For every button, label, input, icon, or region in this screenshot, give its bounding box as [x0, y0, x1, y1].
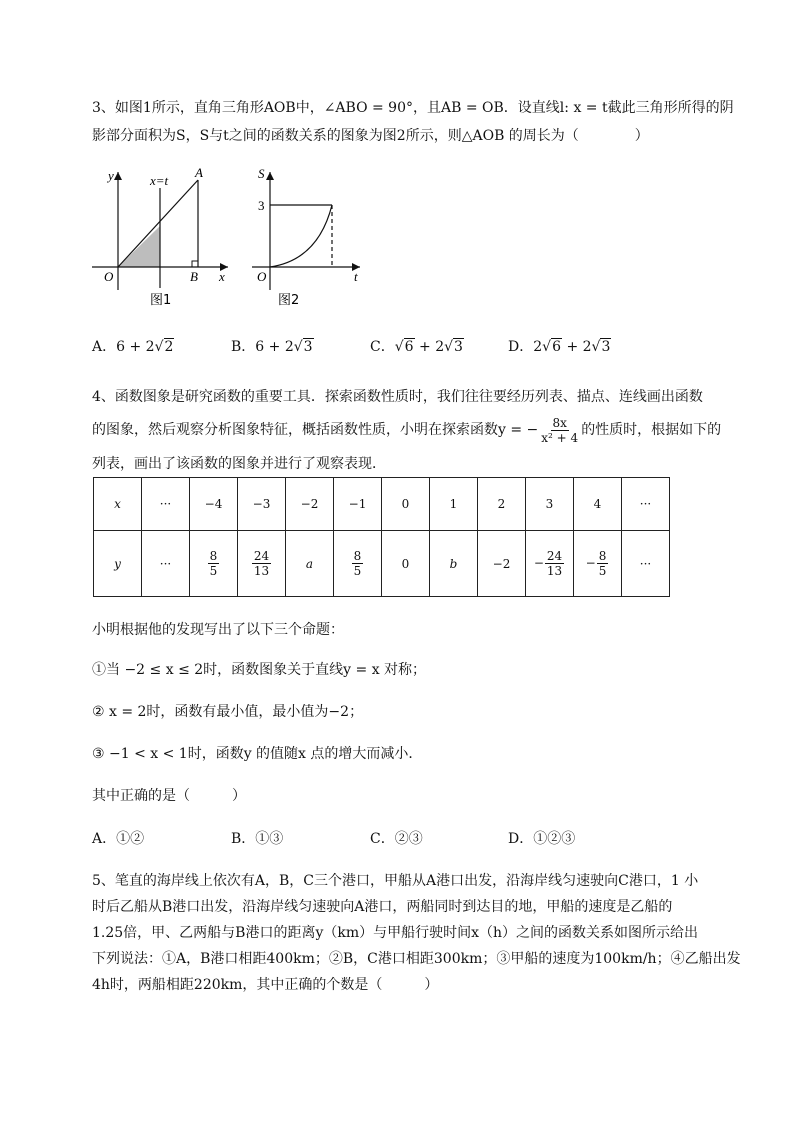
q3-option-b[interactable]	[231, 337, 314, 357]
label-b: B	[190, 269, 198, 284]
fraction	[352, 549, 364, 578]
radicand: 6	[404, 339, 414, 355]
table-cell: 0	[382, 531, 430, 597]
q4-intro: 小明根据他的发现写出了以下三个命题：	[92, 622, 344, 638]
q5-line-5: 4h时，两船相距220km，其中正确的个数是（ ）	[92, 977, 439, 993]
radicand: 3	[303, 339, 313, 355]
q4-option-b[interactable]: B．①③	[231, 831, 284, 847]
option-text: 2	[533, 339, 543, 355]
caption-figure-2: 图2	[278, 293, 300, 308]
table-cell: −4	[190, 478, 238, 531]
option-text: 6 + 2	[116, 339, 155, 355]
table-cell: −2	[478, 531, 526, 597]
minus-sign: −	[533, 556, 544, 570]
table-cell: x	[94, 478, 142, 531]
function-fraction	[539, 416, 580, 445]
fraction-numerator: 8	[209, 549, 218, 563]
label-o: O	[257, 269, 267, 284]
area-curve	[270, 205, 332, 267]
table-row-y	[94, 531, 670, 597]
label-y: y	[108, 168, 114, 183]
q4-line-2	[92, 412, 721, 448]
fraction-denominator: 13	[546, 564, 563, 578]
table-cell: ···	[622, 531, 670, 597]
sqrt-icon: √	[293, 339, 303, 355]
table-cell: a	[286, 531, 334, 597]
q4-option-d[interactable]: D．①②③	[508, 831, 576, 847]
table-cell: 4	[574, 478, 622, 531]
table-cell: −3	[238, 478, 286, 531]
proposition-2: ② x = 2时，函数有最小值，最小值为−2；	[92, 704, 364, 720]
table-cell: b	[430, 531, 478, 597]
fraction-denominator: 5	[209, 564, 218, 578]
table-cell	[574, 531, 622, 597]
q5-line-4: 下列说法：①A，B港口相距400km；②B，C港口相距300km；③甲船的速度为100km/h；④乙船出发	[92, 951, 741, 967]
table-row-x	[94, 478, 670, 531]
option-text: + 2	[414, 339, 445, 355]
table-cell: y	[94, 531, 142, 597]
table-cell	[526, 531, 574, 597]
label-s: S	[258, 166, 265, 181]
q4-line-2-start: 的图象，然后观察分析图象特征，概括函数性质，小明在探索函数y = −	[92, 422, 539, 438]
label-x: x	[219, 269, 225, 284]
table-cell: 1	[430, 478, 478, 531]
q3-line-1: 3、如图1所示，直角三角形AOB中，∠ABO = 90°，且AB = OB．设直线l: x = t截此三角形所得的阴	[92, 100, 734, 116]
fraction-denominator: 5	[353, 564, 362, 578]
fraction-numerator: 8	[598, 549, 607, 563]
table-cell: −2	[286, 478, 334, 531]
option-label: D．	[508, 339, 534, 355]
sqrt-icon: √	[394, 339, 404, 355]
figure-1	[88, 160, 238, 310]
table-cell: 3	[526, 478, 574, 531]
right-angle-mark	[192, 261, 198, 267]
fraction-numerator: 24	[546, 549, 563, 563]
q4-ask: 其中正确的是（ ）	[92, 788, 246, 804]
fraction	[208, 549, 220, 578]
fraction-numerator: 8	[353, 549, 362, 563]
q4-option-c[interactable]: C．②③	[370, 831, 423, 847]
proposition-3: ③ −1 < x < 1时，函数y 的值随x 点的增大而减小．	[92, 746, 423, 762]
caption-figure-1: 图1	[150, 293, 172, 308]
q4-option-a[interactable]: A．①②	[92, 831, 145, 847]
table-cell: −1	[334, 478, 382, 531]
fraction	[545, 549, 564, 578]
q3-option-c[interactable]	[370, 337, 464, 357]
option-label: C．	[370, 339, 395, 355]
fraction-numerator: 8x	[552, 415, 567, 430]
s-arrow	[266, 172, 274, 180]
table-cell: ···	[142, 478, 190, 531]
fraction-denominator: x² + 4	[541, 430, 579, 445]
figure-2	[248, 160, 368, 310]
minus-sign: −	[585, 556, 596, 570]
label-t: t	[354, 269, 358, 284]
option-text: 6 + 2	[255, 339, 294, 355]
label-a: A	[195, 165, 203, 180]
label-3: 3	[258, 198, 265, 213]
fraction-denominator: 13	[253, 564, 270, 578]
sqrt-icon: √	[591, 339, 601, 355]
radicand: 2	[164, 339, 174, 355]
radicand: 6	[552, 339, 561, 355]
q5-line-2: 时后乙船从B港口出发，沿海岸线匀速驶向A港口，两船同时到达目的地，甲船的速度是乙船的	[92, 899, 673, 915]
proposition-1: ①当 −2 ≤ x ≤ 2时，函数图象关于直线y = x 对称；	[92, 662, 427, 678]
q3-option-d[interactable]	[508, 337, 611, 357]
table-cell: ···	[142, 531, 190, 597]
option-text: + 2	[562, 339, 592, 355]
q5-line-1: 5、笔直的海岸线上依次有A，B，C三个港口，甲船从A港口出发，沿海岸线匀速驶向C港口，1 小	[92, 873, 699, 889]
radicand: 3	[601, 339, 611, 355]
fraction	[252, 549, 271, 578]
fraction	[597, 549, 609, 578]
fraction-numerator: 24	[253, 549, 270, 563]
table-cell	[238, 531, 286, 597]
sqrt-icon: √	[444, 339, 454, 355]
sqrt-icon: √	[542, 339, 552, 355]
option-label: B．	[231, 339, 256, 355]
table-cell: ···	[622, 478, 670, 531]
radicand: 3	[454, 339, 463, 355]
q3-option-a[interactable]	[92, 337, 174, 357]
q3-line-2: 影部分面积为S，S与t之间的函数关系的图象为图2所示，则△AOB 的周长为（ ）	[92, 128, 649, 144]
label-x-equals-t: x=t	[150, 173, 169, 188]
table-cell: 0	[382, 478, 430, 531]
value-table	[93, 477, 670, 597]
q4-line-3: 列表，画出了该函数的图象并进行了观察表现．	[92, 456, 386, 472]
sqrt-icon: √	[154, 339, 164, 355]
q4-line-2-end: 的性质时，根据如下的	[581, 422, 722, 438]
label-o: O	[104, 269, 114, 284]
option-label: A．	[92, 339, 117, 355]
q4-line-1: 4、函数图象是研究函数的重要工具．探索函数性质时，我们往往要经历列表、描点、连线画出函数	[92, 389, 703, 405]
q5-line-3: 1.25倍，甲、乙两船与B港口的距离y（km）与甲船行驶时间x（h）之间的函数关系如图所示给出	[92, 925, 699, 941]
table-cell	[334, 531, 382, 597]
table-cell: 2	[478, 478, 526, 531]
table-cell	[190, 531, 238, 597]
fraction-denominator: 5	[598, 564, 607, 578]
y-arrow	[114, 172, 122, 180]
